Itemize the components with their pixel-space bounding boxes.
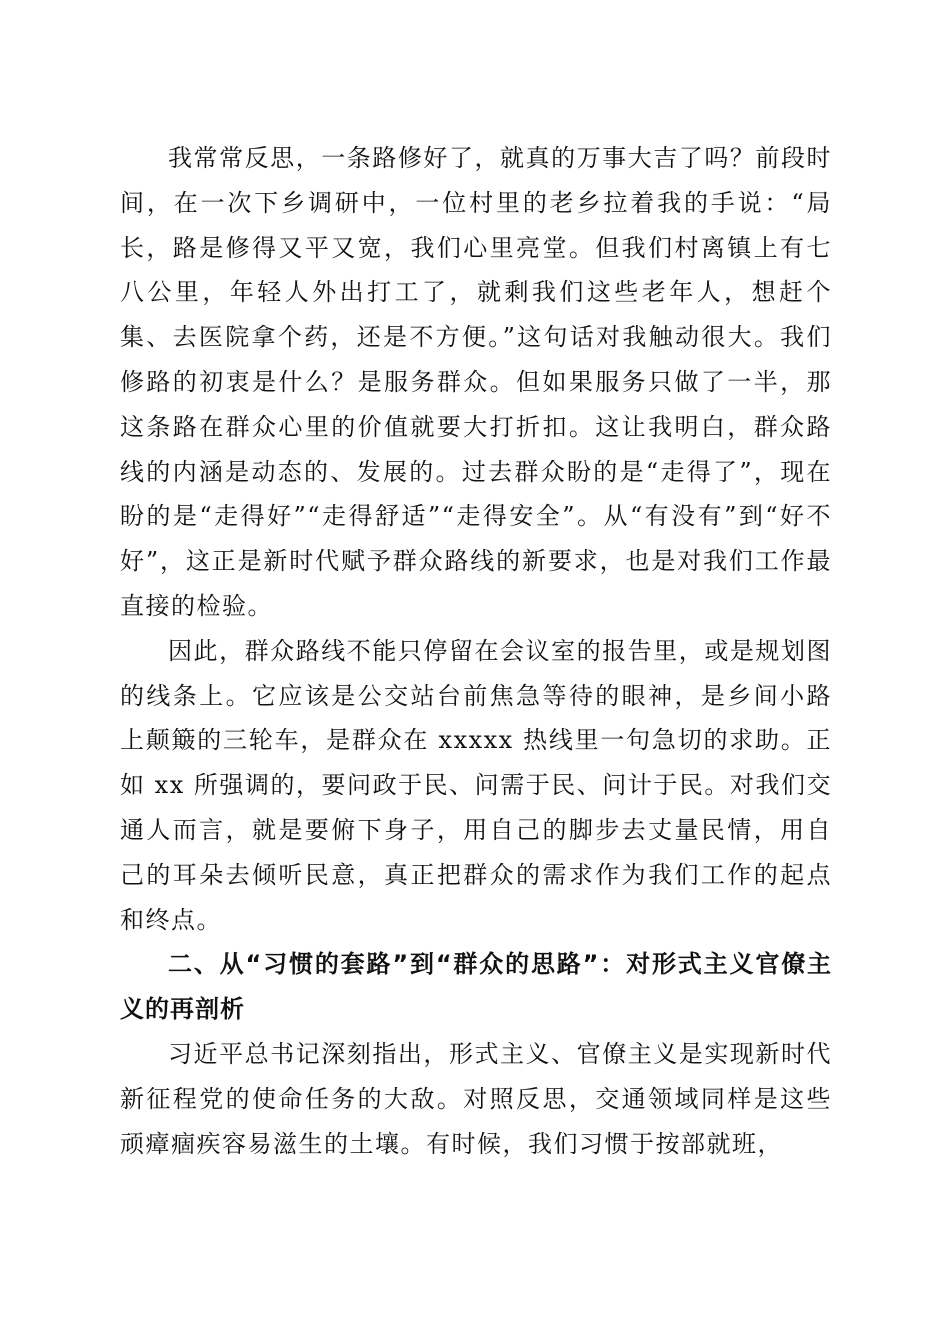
document-body xyxy=(120,136,832,1166)
section-heading: 二、从“习惯的套路”到“群众的思路”：对形式主义官僚主义的再剖析 xyxy=(120,950,832,1024)
body-paragraph: 因此，群众路线不能只停留在会议室的报告里，或是规划图的线条上。它应该是公交站台前焦急等待的眼神，是乡间小路上颠簸的三轮车，是群众在 xxxxx 热线里一句急切的求助。正如 xx 所强调的，要问政于民、问需于民、问计于民。对我们交通人而言，就是要俯下身子，用自己的脚步去丈量民情，用自己的耳朵去倾听民意，真正把群众的需求作为我们工作的起点和终点。 xyxy=(120,636,832,934)
body-paragraph: 我常常反思，一条路修好了，就真的万事大吉了吗？前段时间，在一次下乡调研中，一位村里的老乡拉着我的手说：“局长，路是修得又平又宽，我们心里亮堂。但我们村离镇上有七八公里，年轻人外出打工了，就剩我们这些老年人，想赶个集、去医院拿个药，还是不方便。”这句话对我触动很大。我们修路的初衷是什么？是服务群众。但如果服务只做了一半，那这条路在群众心里的价值就要大打折扣。这让我明白，群众路线的内涵是动态的、发展的。过去群众盼的是“走得了”，现在盼的是“走得好”“走得舒适”“走得安全”。从“有没有”到“好不好”，这正是新时代赋予群众路线的新要求，也是对我们工作最直接的检验。 xyxy=(120,144,832,620)
body-paragraph: 习近平总书记深刻指出，形式主义、官僚主义是实现新时代新征程党的使命任务的大敌。对照反思，交通领域同样是这些顽瘴痼疾容易滋生的土壤。有时候，我们习惯于按部就班， xyxy=(120,1039,832,1158)
